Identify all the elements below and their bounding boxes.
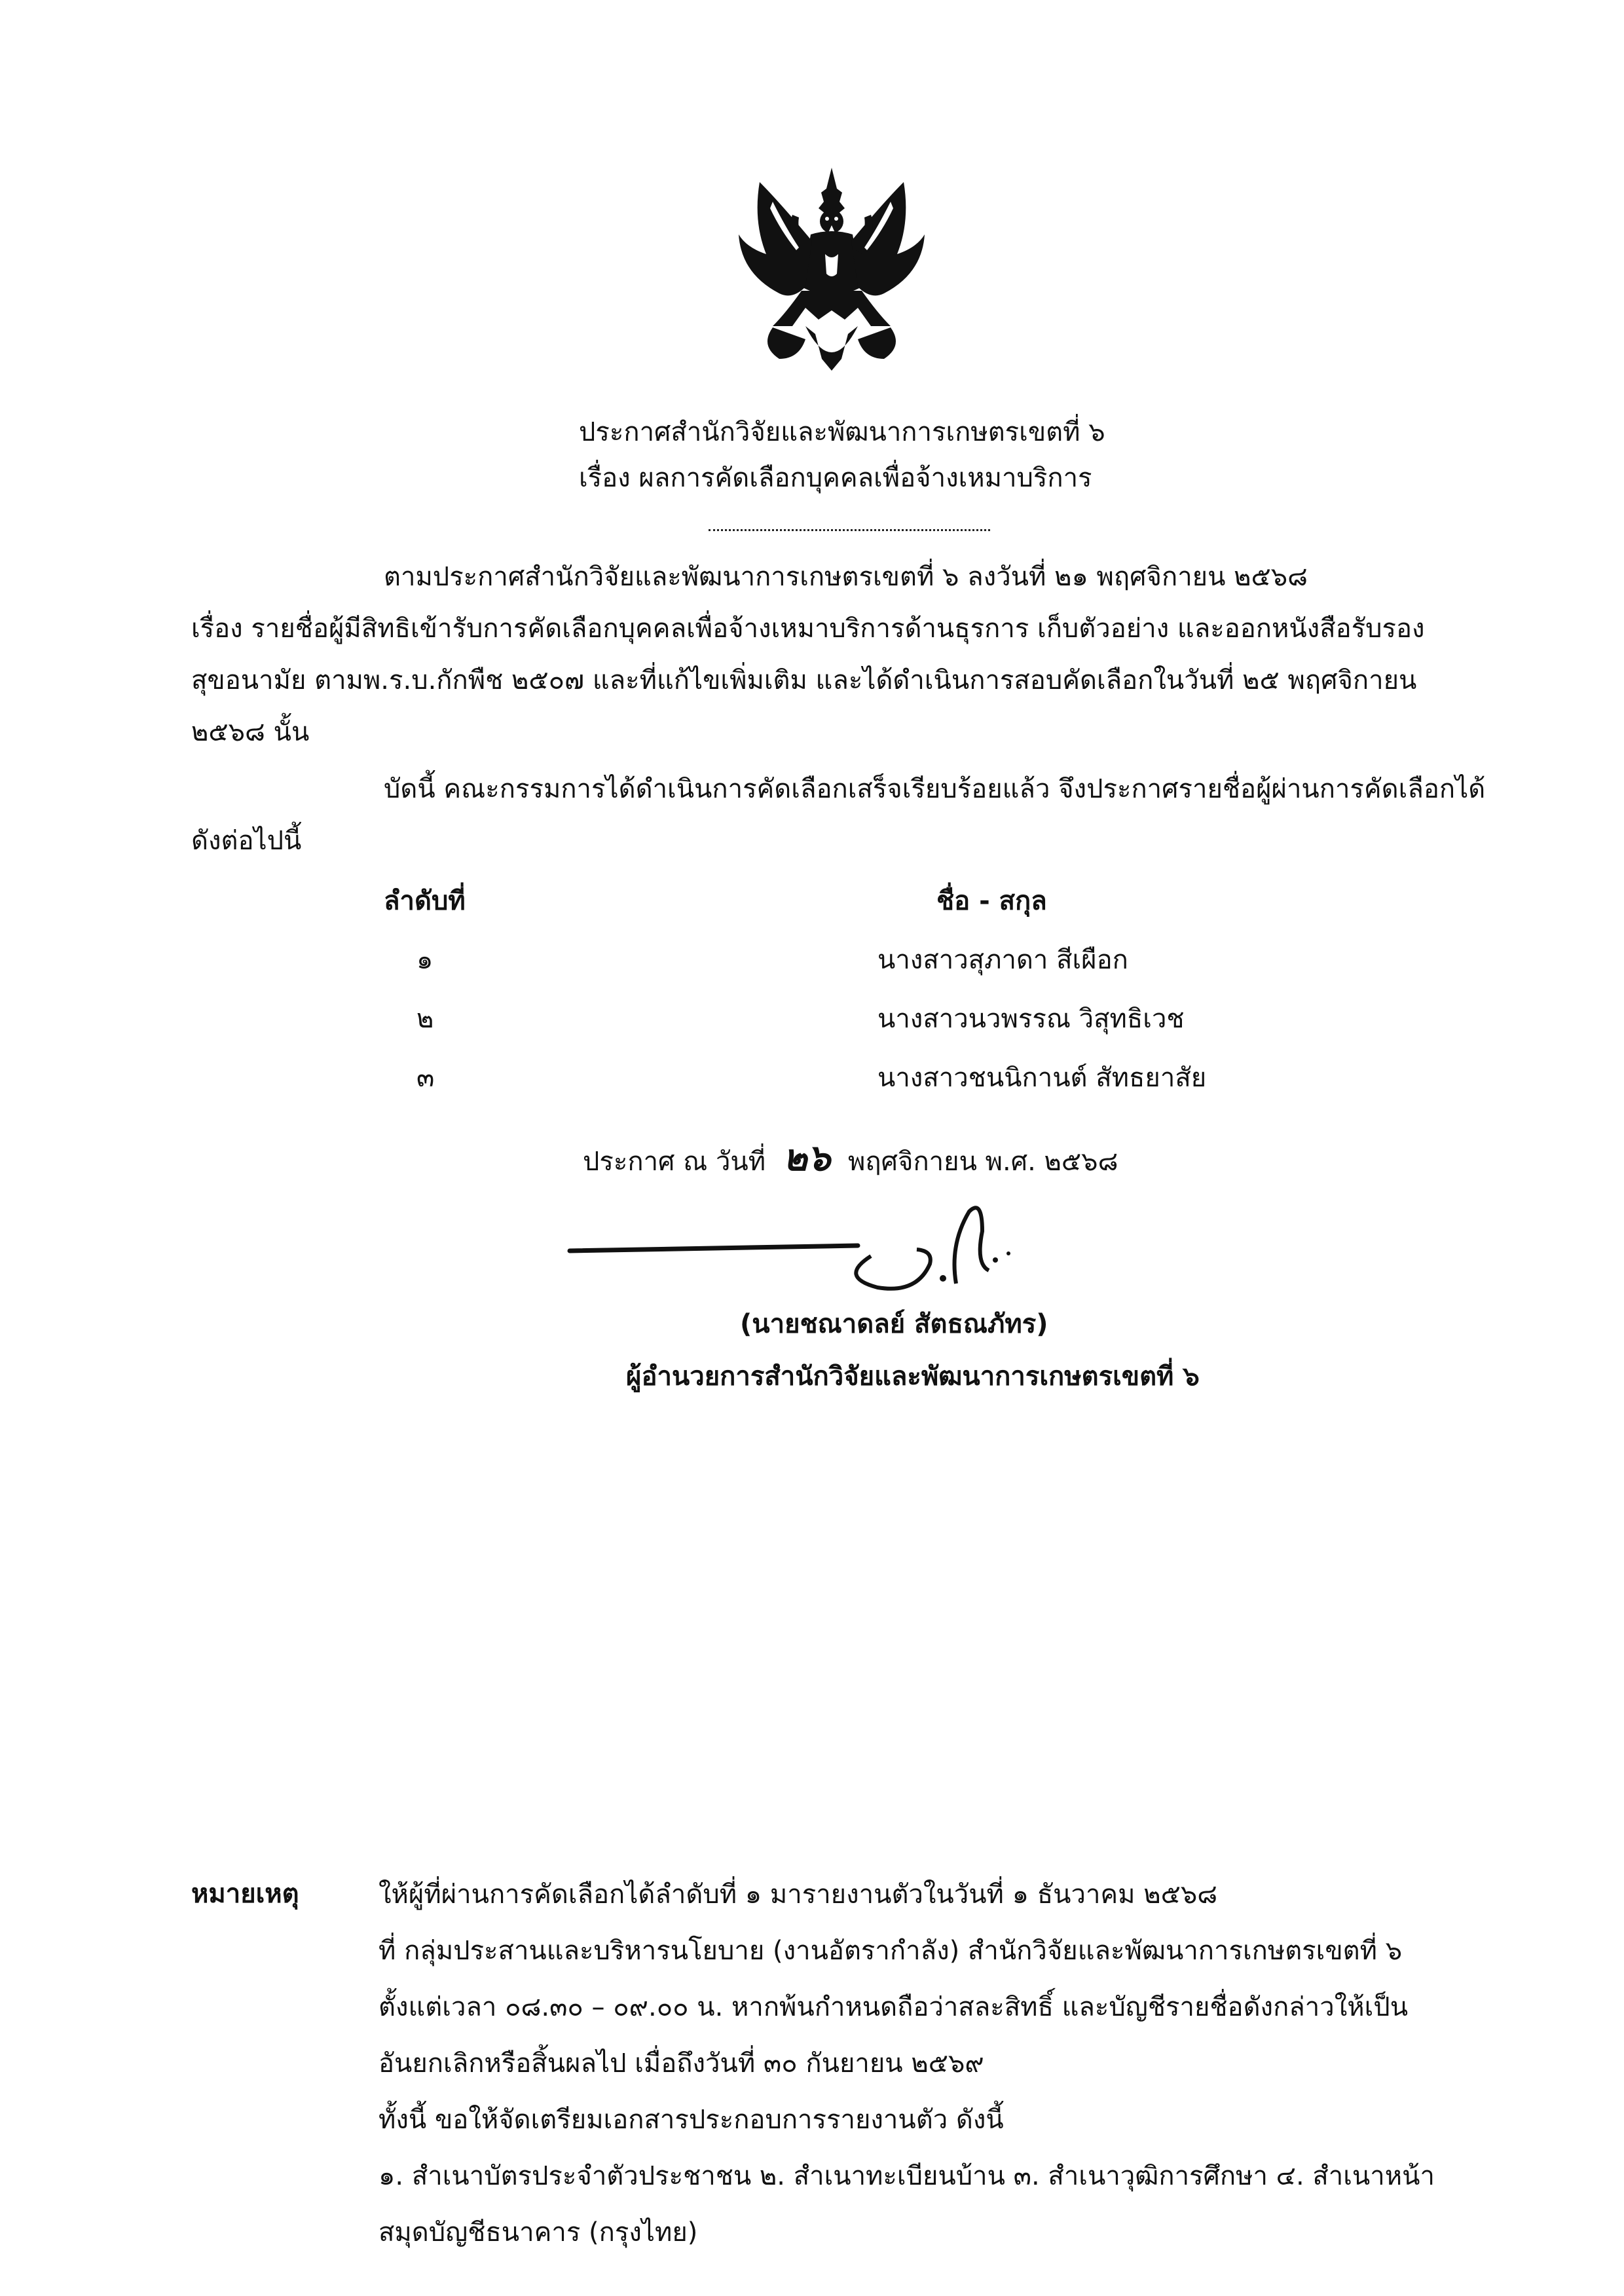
list-row-order: ๒	[416, 1004, 434, 1034]
note-line: สมุดบัญชีธนาคาร (กรุงไทย)	[378, 2217, 698, 2248]
list-row-name: นางสาวนวพรรณ วิสุทธิเวช	[877, 1004, 1185, 1034]
paragraph-line: บัดนี้ คณะกรรมการได้ดำเนินการคัดเลือกเสร็จเรียบร้อยแล้ว จึงประกาศรายชื่อผู้ผ่านการคัดเลือกได้	[384, 774, 1486, 804]
note-body	[378, 1866, 1435, 2261]
paragraph-line: ดังต่อไปนี้	[191, 826, 302, 856]
paragraph-line: ๒๕๖๘ นั้น	[191, 717, 310, 747]
list-header-order: ลำดับที่	[384, 886, 466, 916]
garuda-emblem-icon	[733, 162, 930, 379]
note-line: ทั้งนี้ ขอให้จัดเตรียมเอกสารประกอบการรายงานตัว ดังนี้	[378, 2105, 1004, 2135]
paragraph-line: เรื่อง รายชื่อผู้มีสิทธิเข้ารับการคัดเลือกบุคคลเพื่อจ้างเหมาบริการด้านธุรการ เก็บตัวอย่าง และออกหนังสือรับรอง	[191, 614, 1425, 644]
announce-prefix: ประกาศ ณ วันที่	[583, 1147, 766, 1177]
announce-suffix: พฤศจิกายน พ.ศ. ๒๕๖๘	[848, 1147, 1118, 1177]
paragraph-line: ตามประกาศสำนักวิจัยและพัฒนาการเกษตรเขตที่ ๖ ลงวันที่ ๒๑ พฤศจิกายน ๒๕๖๘	[384, 562, 1308, 592]
handwritten-signature	[563, 1172, 1087, 1303]
announcement-subject: เรื่อง ผลการคัดเลือกบุคคลเพื่อจ้างเหมาบริการ	[579, 463, 1092, 493]
list-row-name: นางสาวชนนิกานต์ สัทธยาสัย	[877, 1063, 1207, 1093]
title-divider	[709, 529, 990, 531]
note-line: ตั้งแต่เวลา ๐๘.๓๐ – ๐๙.๐๐ น. หากพ้นกำหนดถือว่าสละสิทธิ์ และบัญชีรายชื่อดังกล่าวให้เป็น	[378, 1992, 1409, 2022]
note-label: หมายเหตุ	[191, 1879, 299, 1909]
note-line: อันยกเลิกหรือสิ้นผลไป เมื่อถึงวันที่ ๓๐ กันยายน ๒๕๖๙	[378, 2048, 984, 2079]
note-line: ให้ผู้ที่ผ่านการคัดเลือกได้ลำดับที่ ๑ มารายงานตัวในวันที่ ๑ ธันวาคม ๒๕๖๘	[378, 1879, 1218, 1910]
list-row-order: ๓	[416, 1063, 435, 1093]
list-row-order: ๑	[416, 945, 434, 975]
announce-day: ๒๖	[783, 1136, 831, 1179]
list-header-name: ชื่อ - สกุล	[936, 886, 1047, 916]
signatory-name: (นายชณาดลย์ สัตธณภัทร)	[740, 1309, 1048, 1339]
signatory-position: ผู้อำนวยการสำนักวิจัยและพัฒนาการเกษตรเขตที่ ๖	[626, 1361, 1200, 1392]
note-line: ที่ กลุ่มประสานและบริหารนโยบาย (งานอัตรากำลัง) สำนักวิจัยและพัฒนาการเกษตรเขตที่ ๖	[378, 1936, 1403, 1966]
paragraph-line: สุขอนามัย ตามพ.ร.บ.กักพืช ๒๕๐๗ และที่แก้ไขเพิ่มเติม และได้ดำเนินการสอบคัดเลือกในวันที่ ๒๕ พฤศจิกายน	[191, 665, 1417, 695]
announcement-title: ประกาศสำนักวิจัยและพัฒนาการเกษตรเขตที่ ๖	[579, 417, 1105, 447]
note-line: ๑. สำเนาบัตรประจำตัวประชาชน ๒. สำเนาทะเบียนบ้าน ๓. สำเนาวุฒิการศึกษา ๔. สำเนาหน้า	[378, 2161, 1435, 2191]
paragraph-result	[191, 764, 1485, 867]
paragraph-reference	[191, 551, 1425, 758]
list-row-name: นางสาวสุภาดา สีเผือก	[877, 945, 1128, 975]
